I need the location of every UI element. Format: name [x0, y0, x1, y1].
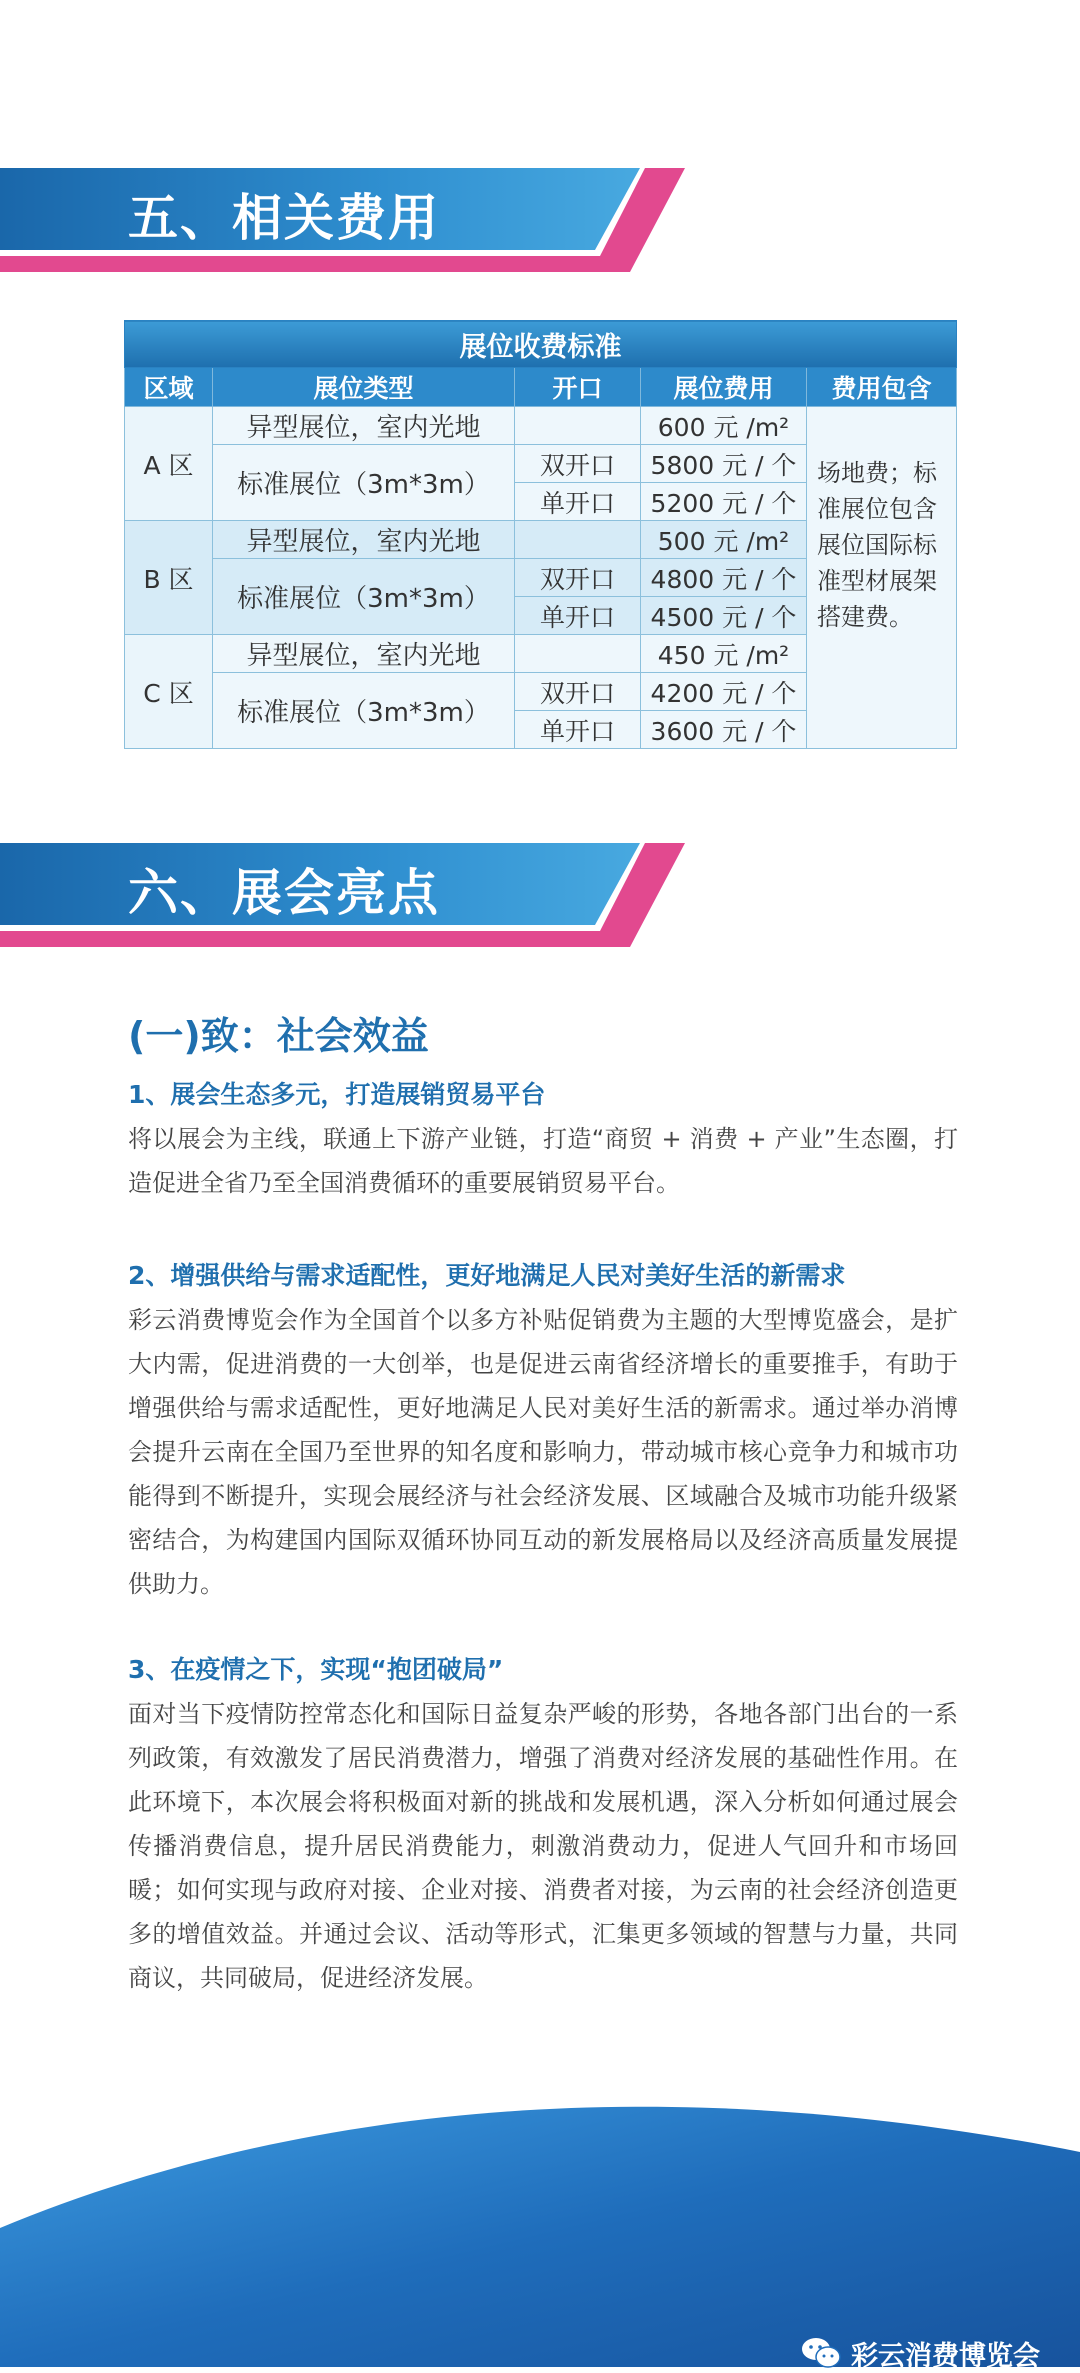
opening-cell: 双开口 [515, 673, 641, 711]
price-cell: 450 元 /m² [641, 635, 807, 673]
header-type: 展位类型 [213, 368, 515, 407]
price-cell: 3600 元 / 个 [641, 711, 807, 749]
highlight-item [128, 1648, 958, 2000]
opening-cell: 双开口 [515, 559, 641, 597]
highlight-body: 彩云消费博览会作为全国首个以多方补贴促销费为主题的大型博览盛会，是扩大内需，促进消费的一大创举，也是促进云南省经济增长的重要推手，有助于增强供给与需求适配性，更好地满足人民对美好生活的新需求。通过举办消博会提升云南在全国乃至世界的知名度和影响力，带动城市核心竞争力和城市功能得到不断提升，实现会展经济与社会经济发展、区域融合及城市功能升级紧密结合，为构建国内国际双循环协同互动的新发展格局以及经济高质量发展提供助力。 [128, 1306, 958, 1598]
highlight-heading: 1、展会生态多元，打造展销贸易平台 [128, 1080, 546, 1109]
opening-cell: 单开口 [515, 483, 641, 521]
footer-brand [801, 2333, 1040, 2373]
opening-cell [515, 407, 641, 445]
highlight-item [128, 1073, 958, 1205]
wechat-icon [801, 2336, 841, 2370]
price-cell: 4500 元 / 个 [641, 597, 807, 635]
footer-wave [0, 2080, 1080, 2367]
section-banner-fees [0, 168, 690, 272]
booth-type-cell: 异型展位，室内光地 [213, 407, 515, 445]
zone-cell: B 区 [125, 521, 213, 635]
highlight-heading: 2、增强供给与需求适配性，更好地满足人民对美好生活的新需求 [128, 1261, 846, 1290]
section-banner-highlights [0, 843, 690, 947]
header-price: 展位费用 [641, 368, 807, 407]
subsection-title: (一)致：社会效益 [128, 1014, 429, 1058]
price-cell: 5200 元 / 个 [641, 483, 807, 521]
opening-cell [515, 635, 641, 673]
price-cell: 4800 元 / 个 [641, 559, 807, 597]
booth-type-cell: 标准展位（3m*3m） [213, 559, 515, 635]
highlight-body: 面对当下疫情防控常态化和国际日益复杂严峻的形势，各地各部门出台的一系列政策，有效激发了居民消费潜力，增强了消费对经济发展的基础性作用。在此环境下，本次展会将积极面对新的挑战和发展机遇，深入分析如何通过展会传播消费信息，提升居民消费能力，刺激消费动力，促进人气回升和市场回暖；如何实现与政府对接、企业对接、消费者对接，为云南的社会经济创造更多的增值效益。并通过会议、活动等形式，汇集更多领域的智慧与力量，共同商议，共同破局，促进经济发展。 [128, 1700, 958, 1992]
table-caption: 展位收费标准 [125, 321, 957, 368]
booth-type-cell: 异型展位，室内光地 [213, 521, 515, 559]
opening-cell: 单开口 [515, 597, 641, 635]
header-opening: 开口 [515, 368, 641, 407]
price-cell: 600 元 /m² [641, 407, 807, 445]
includes-cell: 场地费；标准展位包含展位国际标准型材展架搭建费。 [807, 407, 957, 749]
opening-cell: 单开口 [515, 711, 641, 749]
opening-cell: 双开口 [515, 445, 641, 483]
section-title: 六、展会亮点 [128, 864, 440, 922]
booth-type-cell: 标准展位（3m*3m） [213, 445, 515, 521]
section-title: 五、相关费用 [128, 189, 440, 247]
price-cell: 500 元 /m² [641, 521, 807, 559]
highlight-heading: 3、在疫情之下，实现“抱团破局” [128, 1655, 504, 1684]
zone-cell: A 区 [125, 407, 213, 521]
opening-cell [515, 521, 641, 559]
highlight-item [128, 1254, 958, 1606]
zone-cell: C 区 [125, 635, 213, 749]
footer-brand-label: 彩云消费博览会 [851, 2340, 1040, 2372]
booth-type-cell: 标准展位（3m*3m） [213, 673, 515, 749]
header-zone: 区域 [125, 368, 213, 407]
booth-type-cell: 异型展位，室内光地 [213, 635, 515, 673]
highlight-body: 将以展会为主线，联通上下游产业链，打造“商贸 + 消费 + 产业”生态圈，打造促进全省乃至全国消费循环的重要展销贸易平台。 [128, 1125, 958, 1197]
fee-table [124, 320, 957, 749]
header-includes: 费用包含 [807, 368, 957, 407]
price-cell: 5800 元 / 个 [641, 445, 807, 483]
price-cell: 4200 元 / 个 [641, 673, 807, 711]
